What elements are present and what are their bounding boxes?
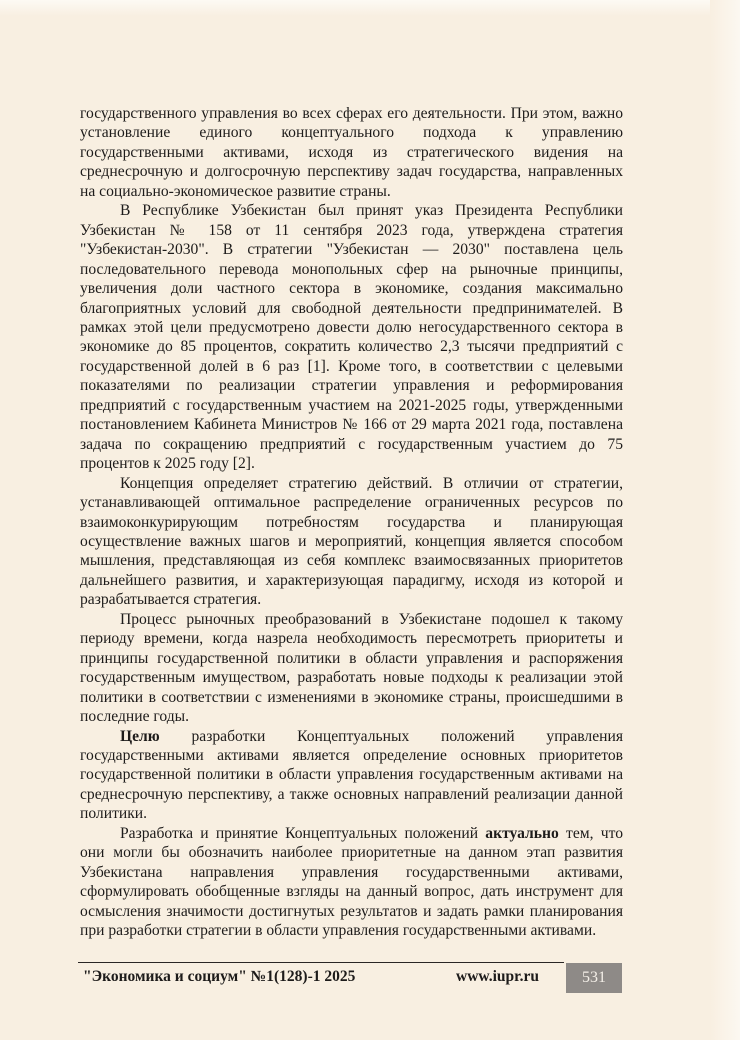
page-number: 531	[566, 963, 622, 993]
paragraph	[80, 201, 623, 473]
scan-edge-top	[0, 0, 740, 16]
footer-divider	[78, 962, 564, 963]
paragraph-text: разработки Концептуальных положений управления государственными активами является определение основных приоритетов государственной политики в области управления государственным активами на среднесрочную перспективу, а также основных направлений реализации данной политики.	[80, 727, 623, 823]
footer-journal-title: "Экономика и социум" №1(128)-1 2025	[83, 968, 356, 985]
paragraph-text: государственного управления во всех сферах его деятельности. При этом, важно установление единого концептуального подхода к управлению государственными активами, исходя из стратегического видения на среднесрочную и долгосрочную перспективу задач государства, направленных на социально-экономическое развитие страны.	[80, 105, 623, 200]
paragraph	[80, 727, 623, 824]
paragraph	[80, 824, 623, 941]
emphasized-text: Целю	[120, 727, 160, 745]
footer-website: www.iupr.ru	[456, 968, 539, 985]
article-body	[80, 104, 623, 940]
paragraph-text: Разработка и принятие Концептуальных положений	[120, 824, 486, 842]
emphasized-text: актуально	[485, 824, 559, 842]
paragraph-text: В Республике Узбекистан был принят указ Президента Республики Узбекистан № 158 от 11 сентября 2023 года, утверждена стратегия "Узбекистан-2030". В стратегии "Узбекистан — 2030" поставлена цель последовательного перевода монопольных сфер на рыночные принципы, увеличения доли частного сектора в экономике, создания максимально благоприятных условий для свободной деятельности предпринимателей. В рамках этой цели предусмотрено довести долю негосударственного сектора в экономике до 85 процентов, сократить количество 2,3 тысячи предприятий с государственной долей в 6 раз [1]. Кроме того, в соответствии с целевыми показателями по реализации стратегии управления и реформирования предприятий с государственным участием на 2021-2025 годы, утвержденными постановлением Кабинета Министров № 166 от 29 марта 2021 года, поставлена задача по сокращению предприятий с государственным участием до 75 процентов к 2025 году [2].	[80, 202, 623, 473]
paragraph-text: Концепция определяет стратегию действий. В отличии от стратегии, устанавливающей оптимальное распределение ограниченных ресурсов по взаимоконкурирующим потребностям государства и планирующая осуществление важных шагов и мероприятий, концепция является способом мышления, представляющая из себя комплекс взаимосвязанных приоритетов дальнейшего развития, и характеризующая парадигму, исходя из которой и разрабатывается стратегия.	[80, 474, 623, 609]
paragraph	[80, 610, 623, 727]
paragraph	[80, 474, 623, 610]
paragraph	[80, 104, 623, 201]
paragraph-text: тем, что они могли бы обозначить наиболее приоритетные на данном этап развития Узбекистана направления управления государственными активами, сформулировать обобщенные взгляды на данный вопрос, дать инструмент для осмысления значимости достигнутых результатов и задать рамки планирования при разработки стратегии в области управления государственными активами.	[80, 824, 623, 940]
scan-edge-right	[710, 0, 740, 1040]
paragraph-text: Процесс рыночных преобразований в Узбекистане подошел к такому периоду времени, когда назрела необходимость пересмотреть приоритеты и принципы государственной политики в области управления и распоряжения государственным имуществом, разработать новые подходы к реализации этой политики в соответствии с изменениями в экономике страны, происшедшими в последние годы.	[80, 610, 623, 726]
